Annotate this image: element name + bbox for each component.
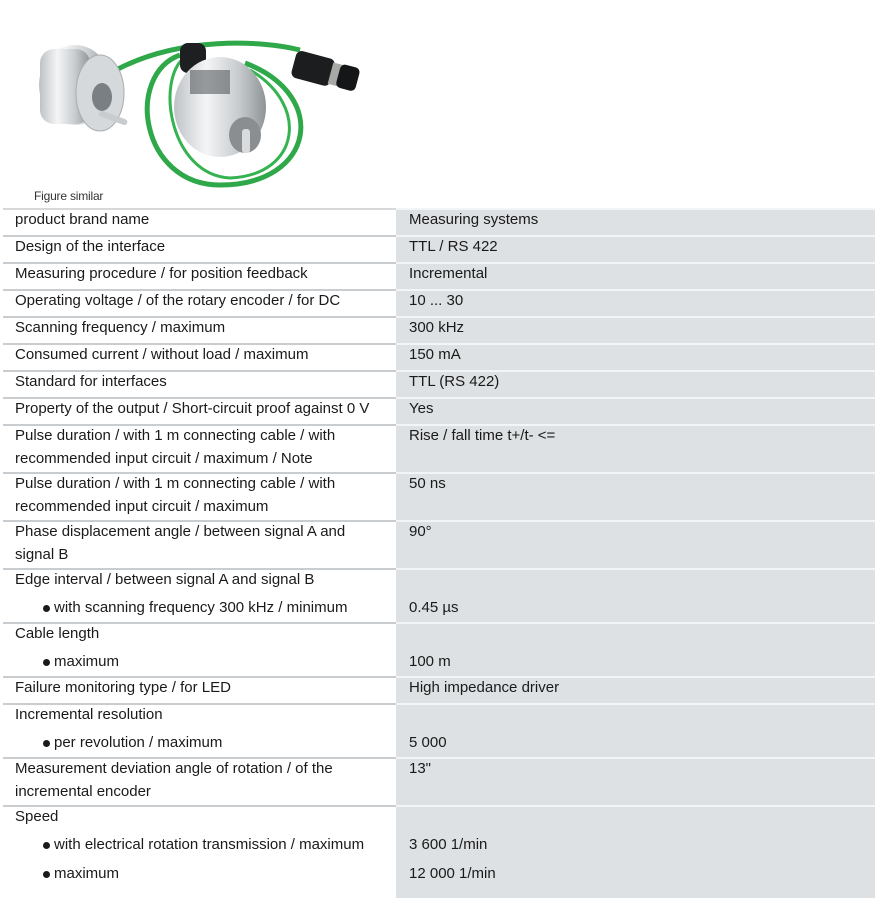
spec-value: 3 600 1/min [409, 836, 488, 853]
spec-row [3, 758, 875, 806]
spec-row [3, 425, 875, 473]
spec-value: 150 mA [409, 346, 461, 363]
spec-label: recommended input circuit / maximum / Note [15, 450, 313, 467]
spec-label: Phase displacement angle / between signal A and [15, 523, 346, 540]
spec-row [3, 398, 875, 425]
spec-row [3, 473, 875, 521]
rotary-encoder-image [30, 35, 370, 195]
spec-row [3, 371, 875, 398]
spec-value: TTL (RS 422) [409, 373, 500, 390]
bullet-icon [43, 740, 50, 747]
spec-value: High impedance driver [409, 679, 560, 696]
spec-label: product brand name [15, 211, 150, 228]
spec-table [3, 208, 875, 898]
spec-value: 0.45 µs [409, 599, 459, 616]
bullet-icon [43, 842, 50, 849]
spec-label: Scanning frequency / maximum [15, 319, 226, 336]
bullet-icon [43, 871, 50, 878]
spec-row [3, 209, 875, 236]
bullet-icon [43, 659, 50, 666]
spec-row [3, 317, 875, 344]
spec-group-row [3, 806, 875, 898]
spec-row [3, 677, 875, 704]
spec-value: TTL / RS 422 [409, 238, 498, 255]
spec-sub-label: with scanning frequency 300 kHz / minimum [54, 599, 348, 616]
spec-label: Standard for interfaces [15, 373, 167, 390]
bullet-icon [43, 605, 50, 612]
spec-label: incremental encoder [15, 783, 151, 800]
spec-group-label: Edge interval / between signal A and signal B [15, 571, 315, 588]
spec-value: 5 000 [409, 734, 447, 751]
spec-value: 90° [409, 523, 432, 540]
spec-label: recommended input circuit / maximum [15, 498, 269, 515]
spec-label: Consumed current / without load / maximum [15, 346, 309, 363]
spec-group-label: Cable length [15, 625, 100, 642]
spec-value: 50 ns [409, 475, 446, 492]
spec-sub-item [15, 647, 388, 676]
spec-group-label: Speed [15, 808, 59, 825]
spec-row [3, 521, 875, 569]
spec-value: 300 kHz [409, 319, 465, 336]
spec-sub-item [15, 593, 388, 622]
spec-sub-item [15, 830, 388, 859]
spec-group-row [3, 569, 875, 623]
spec-row [3, 236, 875, 263]
spec-value: 12 000 1/min [409, 865, 496, 882]
spec-row [3, 290, 875, 317]
spec-label: Operating voltage / of the rotary encoder / for DC [15, 292, 341, 309]
spec-label: Pulse duration / with 1 m connecting cable / with [15, 427, 336, 444]
figure-caption: Figure similar [34, 189, 104, 203]
spec-group-row [3, 704, 875, 758]
spec-sub-item [15, 859, 388, 888]
spec-group-label: Incremental resolution [15, 706, 163, 723]
spec-sub-label: maximum [54, 865, 120, 882]
spec-label: Pulse duration / with 1 m connecting cable / with [15, 475, 336, 492]
spec-value: 13" [409, 760, 432, 777]
spec-value: 10 ... 30 [409, 292, 464, 309]
spec-sub-label: maximum [54, 653, 120, 670]
spec-value: Measuring systems [409, 211, 539, 228]
spec-group-row [3, 623, 875, 677]
spec-label: Measurement deviation angle of rotation / of the [15, 760, 333, 777]
spec-label: Property of the output / Short-circuit proof against 0 V [15, 400, 370, 417]
spec-sub-item [15, 728, 388, 757]
spec-value: Yes [409, 400, 434, 417]
spec-value: Incremental [409, 265, 488, 282]
spec-label: Failure monitoring type / for LED [15, 679, 231, 696]
spec-value: 100 m [409, 653, 451, 670]
spec-sub-label: with electrical rotation transmission / maximum [54, 836, 365, 853]
spec-label: signal B [15, 546, 69, 563]
spec-row [3, 344, 875, 371]
spec-label: Design of the interface [15, 238, 166, 255]
spec-label: Measuring procedure / for position feedback [15, 265, 308, 282]
spec-value: Rise / fall time t+/t- <= [409, 427, 556, 444]
spec-sub-label: per revolution / maximum [54, 734, 223, 751]
spec-row [3, 263, 875, 290]
product-figure [0, 0, 400, 208]
